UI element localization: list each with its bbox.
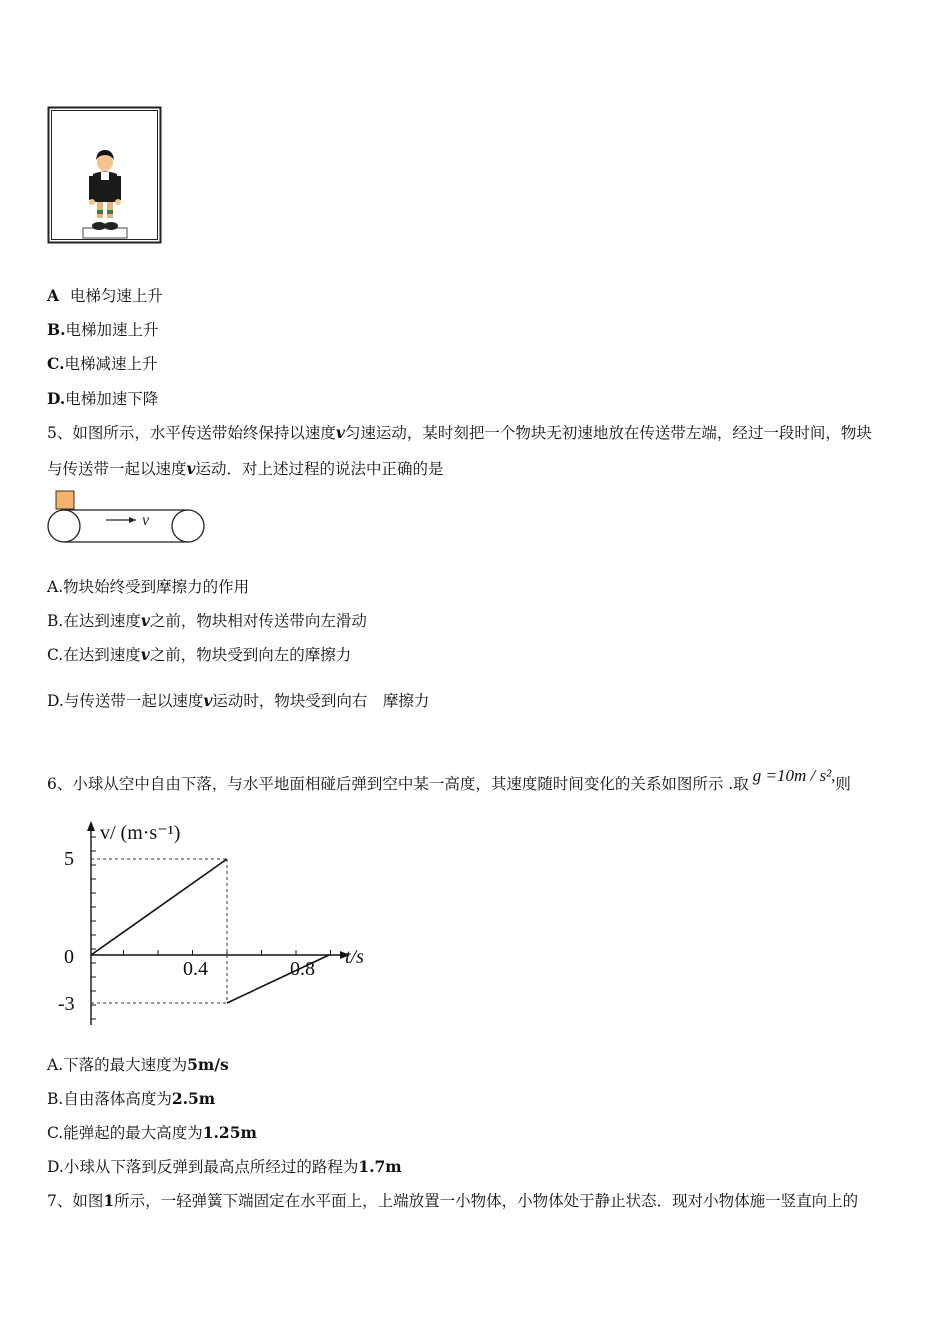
q4-option-d: D.电梯加速下降: [47, 389, 159, 408]
elevator-figure: [47, 106, 163, 246]
q4-option-b: B.电梯加速上升: [47, 320, 159, 339]
y-tick-label-neg3: -3: [58, 993, 75, 1015]
y-axis-arrow: [87, 821, 95, 831]
x-tick-label-0.4: 0.4: [183, 958, 208, 980]
q6-option-d: D.小球从下落到反弹到最高点所经过的路程为1.7m: [47, 1157, 402, 1176]
q6-stem: 6、小球从空中自由下落，与水平地面相碰后弹到空中某一高度，其速度随时间变化的关系如图所示 .取 g =10m / s²,则: [47, 766, 851, 793]
conveyor-velocity-label: v: [142, 512, 150, 529]
conveyor-figure: [44, 489, 210, 549]
q6-option-c: C.能弹起的最大高度为1.25m: [47, 1123, 257, 1142]
q4-option-a: A 电梯匀速上升: [47, 286, 163, 305]
series-line-1: [91, 859, 227, 955]
y-axis-label: v/ (m·s⁻¹): [100, 822, 181, 844]
q5-option-b: B.在达到速度v之前，物块相对传送带向左滑动: [47, 611, 367, 630]
q4-option-c: C.电梯减速上升: [47, 354, 158, 373]
q6-option-a: A.下落的最大速度为5m/s: [47, 1055, 229, 1074]
q5-option-c: C.在达到速度v之前，物块受到向左的摩擦力: [47, 645, 352, 664]
q5-option-d: D.与传送带一起以速度v运动时，物块受到向右 摩擦力: [47, 691, 430, 710]
y-tick-label-0: 0: [64, 946, 74, 968]
q6-option-b: B.自由落体高度为2.5m: [47, 1089, 216, 1108]
velocity-time-chart: [56, 815, 376, 1030]
q5-stem-line2: 与传送带一起以速度v运动．对上述过程的说法中正确的是: [47, 459, 444, 478]
gravity-expression: g =10m / s²,: [752, 766, 836, 785]
x-tick-label-0.8: 0.8: [290, 958, 315, 980]
q5-option-a: A.物块始终受到摩擦力的作用: [47, 578, 250, 596]
q5-stem-line1: 5、如图所示，水平传送带始终保持以速度v匀速运动，某时刻把一个物块无初速地放在传送带左端，经过一段时间，物块: [47, 423, 872, 442]
x-axis-label: t/s: [345, 946, 364, 968]
y-tick-label-5: 5: [64, 848, 74, 870]
q7-stem: 7、如图1所示，一轻弹簧下端固定在水平面上，上端放置一小物体，小物体处于静止状态．现对小物体施一竖直向上的: [47, 1191, 859, 1210]
